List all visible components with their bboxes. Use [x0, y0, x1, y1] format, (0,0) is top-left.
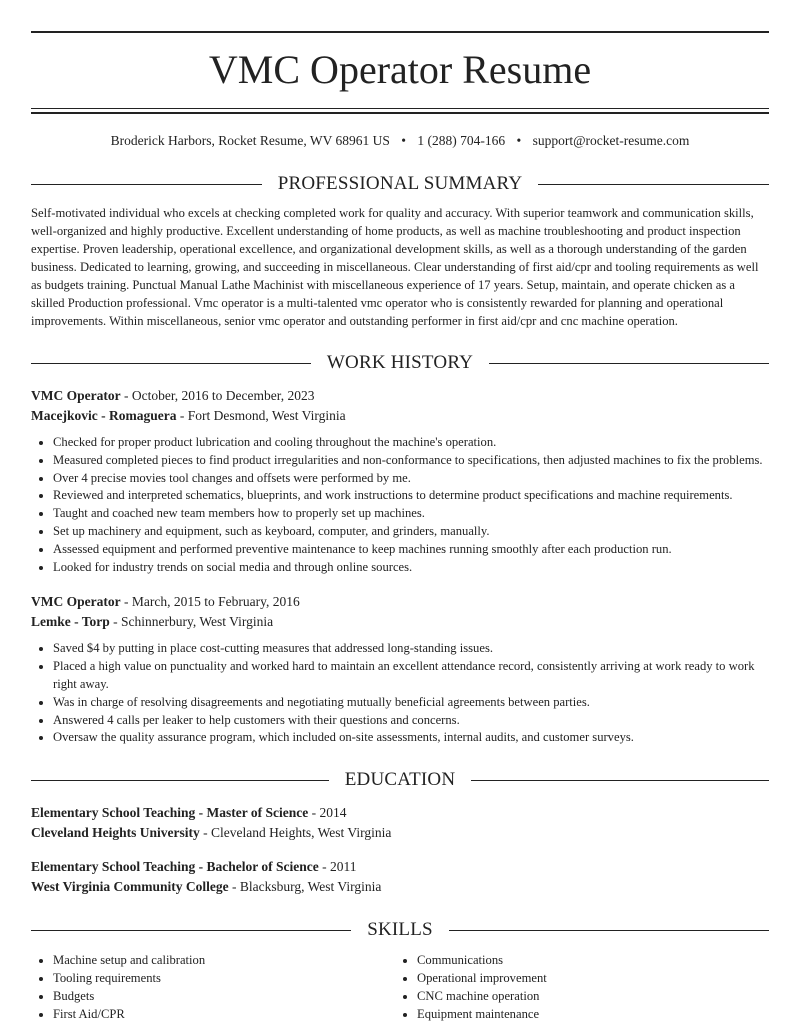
list-item: • Set up machinery and equipment, such as keyboard, computer, and grinders, manually.: [53, 523, 769, 541]
education-year: - 2014: [308, 805, 347, 821]
education-location: - Cleveland Heights, West Virginia: [199, 825, 392, 841]
top-rule: [31, 31, 769, 33]
section-heading-skills: [31, 919, 769, 941]
section-title: PROFESSIONAL SUMMARY: [277, 173, 523, 194]
summary-text: Self-motivated individual who excels at checking completed work for quality and accuracy. With superior teamwork and communication skills, well-organized and highly productive. Excellent understanding of home products, as well as machine troubleshooting and product inspection expertise. Proven leadership, operational excellence, and organizational development skills, as well as a thorough understanding of the garden business. Dedicated to learning, growing, and succeeding in miscellaneous. Clear understanding of first aid/cpr and tooling requirements as well as budgets training. Punctual Manual Lathe Machinist with miscellaneous experience of 17 years. Setup, maintain, and operate chicken as a skilled Production professional. Vmc operator is a multi-talented vmc operator who is consistently rewarded for planning and operational improvements. Within miscellaneous, senior vmc operator and outstanding performer in first aid/cpr and cnc machine operation.: [31, 206, 759, 328]
list-item: • Checked for proper product lubrication and cooling throughout the machine's operation.: [53, 434, 769, 452]
job-company-line: [31, 406, 769, 426]
education-degree: Elementary School Teaching - Bachelor of Science: [31, 859, 319, 875]
job-company-line: [31, 612, 769, 632]
education-school-line: [31, 823, 769, 843]
list-item: • Taught and coached new team members how to properly set up machines.: [53, 505, 769, 523]
list-item: • Over 4 precise movies tool changes and offsets were performed by me.: [53, 470, 769, 488]
job-entry: [31, 386, 769, 576]
education-degree-line: [31, 803, 769, 823]
section-title: SKILLS: [367, 919, 433, 941]
job-title: VMC Operator: [31, 388, 121, 403]
skills-list-left: [31, 951, 395, 1023]
education-degree: Elementary School Teaching - Master of Science: [31, 805, 309, 821]
job-bullets: [31, 640, 769, 747]
job-company: Macejkovic - Romaguera: [31, 408, 177, 423]
job-company: Lemke - Torp: [31, 614, 110, 630]
list-item: • Measured completed pieces to find product irregularities and non-conformance to specifications, then adjusted machines to fix the problems.: [53, 452, 769, 470]
heading-rule: [449, 930, 769, 931]
job-location: - Schinnerbury, West Virginia: [109, 614, 274, 630]
list-item: • Machine setup and calibration: [53, 951, 395, 969]
list-item: • Operational improvement: [417, 969, 759, 987]
title-double-rule: [31, 108, 769, 114]
list-item: • Equipment maintenance: [417, 1005, 759, 1023]
heading-rule: [31, 930, 351, 931]
contact-separator: •: [516, 133, 522, 148]
contact-separator: •: [401, 133, 406, 148]
job-title: VMC Operator: [31, 594, 121, 610]
list-item: • Tooling requirements: [53, 969, 395, 987]
heading-rule: [31, 780, 329, 781]
resume-page: [31, 0, 769, 1023]
job-title-line: [31, 386, 769, 406]
heading-rule: [471, 780, 769, 781]
job-dates: - October, 2016 to December, 2023: [120, 388, 315, 403]
list-item: • Communications: [417, 951, 759, 969]
education-school: West Virginia Community College: [31, 879, 229, 895]
list-item: • CNC machine operation: [417, 987, 759, 1005]
list-item: • Saved $4 by putting in place cost-cutting measures that addressed long-standing issues.: [53, 640, 769, 658]
education-school: Cleveland Heights University: [31, 825, 200, 841]
education-year: - 2011: [318, 859, 357, 875]
section-title: EDUCATION: [344, 769, 456, 791]
list-item: • Oversaw the quality assurance program, which included on-site assessments, internal audits, and customer surveys.: [53, 729, 769, 747]
job-location: - Fort Desmond, West Virginia: [176, 408, 346, 423]
section-title: WORK HISTORY: [326, 352, 474, 373]
contact-address: Broderick Harbors, Rocket Resume, WV 68961 US: [110, 133, 390, 148]
list-item: • First Aid/CPR: [53, 1005, 395, 1023]
heading-rule: [489, 363, 769, 364]
heading-rule: [31, 184, 262, 185]
education-degree-line: [31, 857, 769, 877]
heading-rule: [538, 184, 769, 185]
education-entry: [31, 803, 769, 843]
list-item: • Answered 4 calls per leaker to help customers with their questions and concerns.: [53, 712, 769, 730]
skills-list-right: [395, 951, 759, 1023]
job-dates: - March, 2015 to February, 2016: [120, 594, 300, 610]
list-item: • Assessed equipment and performed preventive maintenance to keep machines running smoothly after each production run.: [53, 541, 769, 559]
job-title-line: [31, 592, 769, 612]
heading-rule: [31, 363, 311, 364]
section-heading-work-history: [31, 352, 769, 374]
skills-columns: [31, 951, 769, 1023]
job-entry: [31, 592, 769, 747]
list-item: • Budgets: [53, 987, 395, 1005]
list-item: • Was in charge of resolving disagreements and negotiating mutually beneficial agreements between parties.: [53, 694, 769, 712]
contact-email[interactable]: support@rocket-resume.com: [532, 133, 690, 148]
education-location: - Blacksburg, West Virginia: [228, 879, 382, 895]
education-entry: [31, 857, 769, 897]
list-item: • Placed a high value on punctuality and worked hard to maintain an excellent attendance record, consistently arriving at work ready to work right away.: [53, 658, 769, 694]
list-item: • Reviewed and interpreted schematics, blueprints, and work instructions to determine product specifications and machine requirements.: [53, 487, 769, 505]
resume-title: VMC Operator Resume: [208, 47, 592, 92]
education-school-line: [31, 877, 769, 897]
list-item: • Looked for industry trends on social media and through online sources.: [53, 559, 769, 577]
section-heading-education: [31, 769, 769, 791]
contact-line: [31, 131, 769, 151]
job-bullets: [31, 434, 769, 576]
contact-phone[interactable]: 1 (288) 704-166: [417, 133, 506, 148]
section-heading-summary: [31, 173, 769, 195]
